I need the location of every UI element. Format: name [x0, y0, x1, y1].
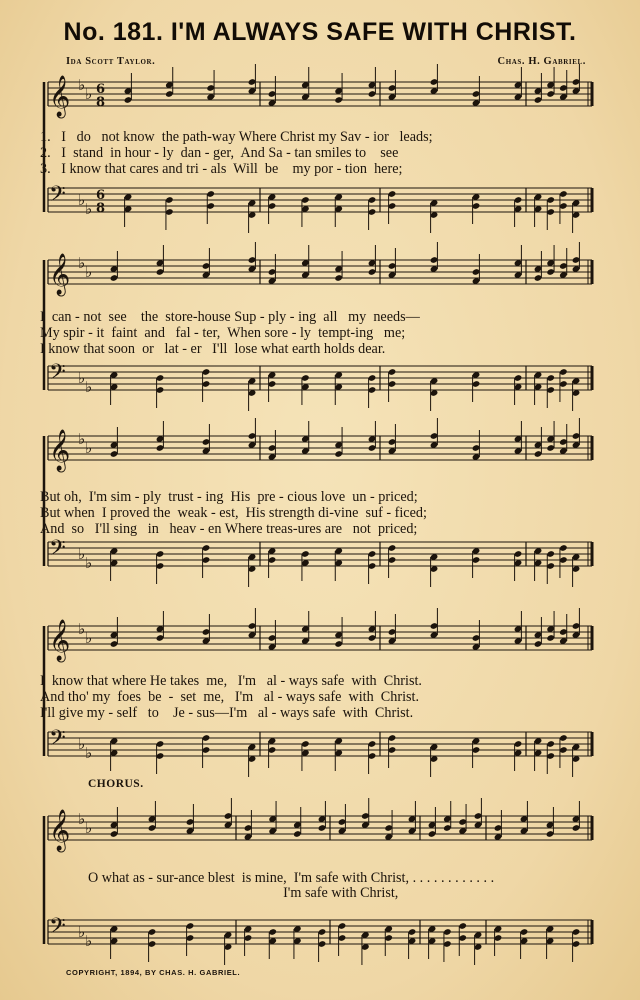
- lyric-line: My spir - it faint and fal - ter, When sore - ly tempt-ing me;: [40, 325, 406, 341]
- treble-staff: [48, 64, 592, 118]
- lyric-line: I know that soon or lat - er I'll lose what earth holds dear.: [40, 341, 386, 357]
- bass-staff: [48, 536, 592, 587]
- time-signature-glyph: 8: [96, 95, 106, 110]
- lyric-line: O what as - sur-ance blest is mine, I'm safe with Christ, . . . . . . . . . . . .: [88, 870, 495, 886]
- flat-sign-icon: ♭: [78, 76, 86, 94]
- treble-staff: [48, 242, 592, 296]
- music-system-3: [40, 424, 600, 584]
- music-system-2: [40, 248, 600, 408]
- treble-clef-icon: 𝄞: [49, 76, 71, 117]
- flat-sign-icon: ♭: [85, 378, 93, 396]
- time-signature-glyph: 8: [96, 201, 106, 216]
- bass-clef-icon: 𝄢: [49, 914, 66, 944]
- lyricist-credit: Ida Scott Taylor.: [66, 56, 156, 67]
- composer-credit: Chas. H. Gabriel.: [497, 56, 586, 67]
- treble-clef-icon: 𝄞: [49, 810, 71, 851]
- flat-sign-icon: ♭: [85, 744, 93, 762]
- treble-staff: [48, 798, 592, 852]
- copyright-notice: COPYRIGHT, 1894, BY CHAS. H. GABRIEL.: [66, 968, 241, 977]
- music-system-4: [40, 614, 600, 774]
- bass-clef-icon: 𝄢: [49, 726, 66, 756]
- flat-sign-icon: ♭: [85, 554, 93, 572]
- treble-clef-icon: 𝄞: [49, 430, 71, 471]
- flat-sign-icon: ♭: [78, 430, 86, 448]
- treble-clef-icon: 𝄞: [49, 254, 71, 295]
- lyric-line: 1. I do not know the path-way Where Christ my Sav - ior leads;: [40, 129, 433, 145]
- flat-sign-icon: ♭: [78, 620, 86, 638]
- treble-staff: [48, 608, 592, 662]
- lyric-line: I can - not see the store-house Sup - ply - ing all my needs—: [40, 309, 420, 325]
- time-signature-glyph: 6: [96, 82, 106, 97]
- bass-staff: [48, 914, 592, 965]
- music-system-1: [40, 70, 600, 230]
- lyric-line: I know that where He takes me, I'm al - ways safe with Christ.: [40, 673, 422, 689]
- lyric-line: 2. I stand in hour - ly dan - ger, And Sa - tan smiles to see: [40, 145, 399, 161]
- bass-clef-icon: 𝄢: [49, 182, 66, 212]
- flat-sign-icon: ♭: [78, 923, 86, 941]
- lyric-line: And tho' my foes be - set me, I'm al - ways safe with Christ.: [40, 689, 420, 705]
- lyric-line: But oh, I'm sim - ply trust - ing His pre - cious love un - priced;: [40, 489, 418, 505]
- hymn-title: No. 181. I'M ALWAYS SAFE WITH CHRIST.: [63, 18, 577, 46]
- lyric-line: And so I'll sing in heav - en Where treas-ures are not priced;: [40, 521, 418, 537]
- flat-sign-icon: ♭: [85, 263, 93, 281]
- time-signature-glyph: 6: [96, 188, 106, 203]
- treble-clef-icon: 𝄞: [49, 620, 71, 661]
- flat-sign-icon: ♭: [78, 369, 86, 387]
- lyric-line: I'm safe with Christ,: [88, 885, 399, 901]
- lyric-line: I'll give my - self to Je - sus—I'm al - ways safe with Christ.: [40, 705, 414, 721]
- flat-sign-icon: ♭: [78, 735, 86, 753]
- lyric-line: 3. I know that cares and tri - als Will be my por - tion here;: [40, 161, 403, 177]
- lyric-line: But when I proved the weak - est, His strength di-vine suf - ficed;: [40, 505, 427, 521]
- bass-clef-icon: 𝄢: [49, 536, 66, 566]
- flat-sign-icon: ♭: [78, 254, 86, 272]
- bass-staff: [48, 360, 592, 411]
- flat-sign-icon: ♭: [85, 200, 93, 218]
- flat-sign-icon: ♭: [78, 810, 86, 828]
- bass-clef-icon: 𝄢: [49, 360, 66, 390]
- flat-sign-icon: ♭: [85, 819, 93, 837]
- flat-sign-icon: ♭: [85, 932, 93, 950]
- flat-sign-icon: ♭: [85, 85, 93, 103]
- bass-staff: [48, 726, 592, 777]
- music-system-chorus: [40, 800, 600, 970]
- treble-staff: [48, 418, 592, 472]
- flat-sign-icon: ♭: [78, 191, 86, 209]
- flat-sign-icon: ♭: [78, 545, 86, 563]
- flat-sign-icon: ♭: [85, 439, 93, 457]
- bass-staff: [48, 182, 592, 233]
- flat-sign-icon: ♭: [85, 629, 93, 647]
- chorus-label: CHORUS.: [88, 778, 144, 790]
